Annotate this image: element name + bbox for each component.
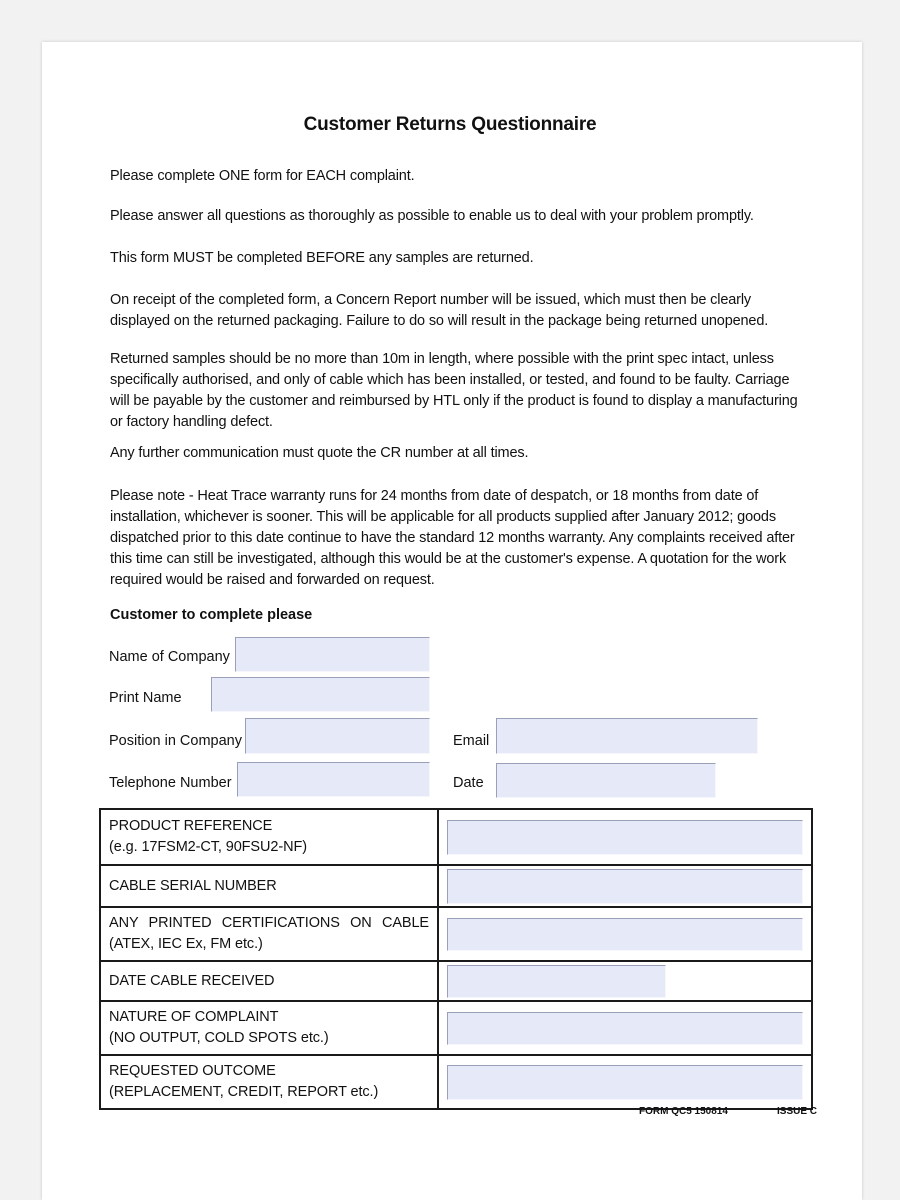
- instruction-before-return: This form MUST be completed BEFORE any samples are returned.: [110, 250, 534, 266]
- issue-label: ISSUE C: [777, 1106, 818, 1117]
- outcome-input[interactable]: [448, 1066, 802, 1099]
- cable-serial-label: CABLE SERIAL NUMBER: [109, 877, 277, 894]
- complaint-field[interactable]: [447, 1012, 803, 1045]
- outcome-label-cell: [100, 1055, 438, 1109]
- table-row-requested-outcome: [100, 1055, 812, 1109]
- product-reference-input[interactable]: [448, 821, 802, 854]
- telephone-label: Telephone Number: [109, 775, 232, 791]
- instruction-returned-samples: Returned samples should be no more than 10m in length, where possible with the print spec intact, unless specifically authorised, and only of cable which has been installed, or tested, and found to be faulty. Carriage will be payable by the customer and reimbursed by HTL only if the product is found to display a manufacturing or factory handling defect.: [110, 351, 798, 430]
- date-received-input[interactable]: [448, 966, 665, 997]
- complaint-input[interactable]: [448, 1013, 802, 1044]
- outcome-label: REQUESTED OUTCOME: [109, 1063, 276, 1079]
- cable-serial-field[interactable]: [447, 869, 803, 904]
- table-row-date-received: [100, 961, 812, 1001]
- email-field[interactable]: [496, 718, 758, 754]
- print-name-label: Print Name: [109, 690, 182, 706]
- table-row-certifications: [100, 907, 812, 961]
- position-field[interactable]: [245, 718, 430, 754]
- certifications-hint: (ATEX, IEC Ex, FM etc.): [109, 936, 263, 952]
- certifications-label-cell: [100, 907, 438, 961]
- date-received-label-cell: [100, 961, 438, 1001]
- company-input[interactable]: [236, 638, 429, 671]
- date-input[interactable]: [497, 764, 715, 797]
- certifications-value-cell: [438, 907, 812, 961]
- email-input[interactable]: [497, 719, 757, 753]
- outcome-field[interactable]: [447, 1065, 803, 1100]
- certifications-input[interactable]: [448, 919, 802, 950]
- complaint-hint: (NO OUTPUT, COLD SPOTS etc.): [109, 1030, 329, 1046]
- table-row-cable-serial: [100, 865, 812, 907]
- date-received-label: DATE CABLE RECEIVED: [109, 972, 275, 989]
- company-label: Name of Company: [109, 649, 230, 665]
- table-row-product-reference: [100, 809, 812, 865]
- date-received-field[interactable]: [447, 965, 666, 998]
- product-reference-label: PRODUCT REFERENCE: [109, 818, 273, 834]
- instruction-answer-thoroughly: Please answer all questions as thoroughly as possible to enable us to deal with your problem promptly.: [110, 208, 754, 224]
- print-name-field[interactable]: [211, 677, 430, 712]
- position-input[interactable]: [246, 719, 429, 753]
- cable-serial-value-cell: [438, 865, 812, 907]
- email-label: Email: [453, 733, 490, 749]
- product-details-table: [99, 808, 813, 1110]
- outcome-hint: (REPLACEMENT, CREDIT, REPORT etc.): [109, 1084, 379, 1100]
- date-field[interactable]: [496, 763, 716, 798]
- customer-section-heading: Customer to complete please: [110, 607, 313, 623]
- instruction-cr-number: Any further communication must quote the CR number at all times.: [110, 445, 529, 461]
- product-reference-field[interactable]: [447, 820, 803, 855]
- form-title: Customer Returns Questionnaire: [303, 114, 597, 135]
- telephone-field[interactable]: [237, 762, 430, 797]
- table-row-nature-of-complaint: [100, 1001, 812, 1055]
- product-reference-value-cell: [438, 809, 812, 865]
- certifications-label: ANY PRINTED CERTIFICATIONS ON CABLE: [109, 915, 429, 931]
- company-field[interactable]: [235, 637, 430, 672]
- product-reference-hint: (e.g. 17FSM2-CT, 90FSU2-NF): [109, 839, 307, 855]
- complaint-label-cell: [100, 1001, 438, 1055]
- warranty-note: Please note - Heat Trace warranty runs for 24 months from date of despatch, or 18 months from date of installation, whichever is sooner. This will be applicable for all products supplied after January 2012; goods dispatched prior to this date continue to have the standard 12 months warranty. Any complaints received after this time can still be investigated, although this would be at the customer's expense. A quotation for the work required would be raised and forwarded on request.: [110, 488, 795, 588]
- cable-serial-input[interactable]: [448, 870, 802, 903]
- telephone-input[interactable]: [238, 763, 429, 796]
- complaint-label: NATURE OF COMPLAINT: [109, 1009, 279, 1025]
- product-reference-label-cell: [100, 809, 438, 865]
- complaint-value-cell: [438, 1001, 812, 1055]
- certifications-field[interactable]: [447, 918, 803, 951]
- position-label: Position in Company: [109, 733, 242, 749]
- cable-serial-label-cell: [100, 865, 438, 907]
- outcome-value-cell: [438, 1055, 812, 1109]
- print-name-input[interactable]: [212, 678, 429, 711]
- form-code: FORM QC5 150814: [639, 1106, 728, 1117]
- instruction-one-form: Please complete ONE form for EACH complaint.: [110, 168, 415, 184]
- instruction-concern-report: On receipt of the completed form, a Concern Report number will be issued, which must then be clearly displayed on the returned packaging. Failure to do so will result in the package being returned unopened.: [110, 292, 769, 329]
- date-label: Date: [453, 775, 484, 791]
- date-received-value-cell: [438, 961, 812, 1001]
